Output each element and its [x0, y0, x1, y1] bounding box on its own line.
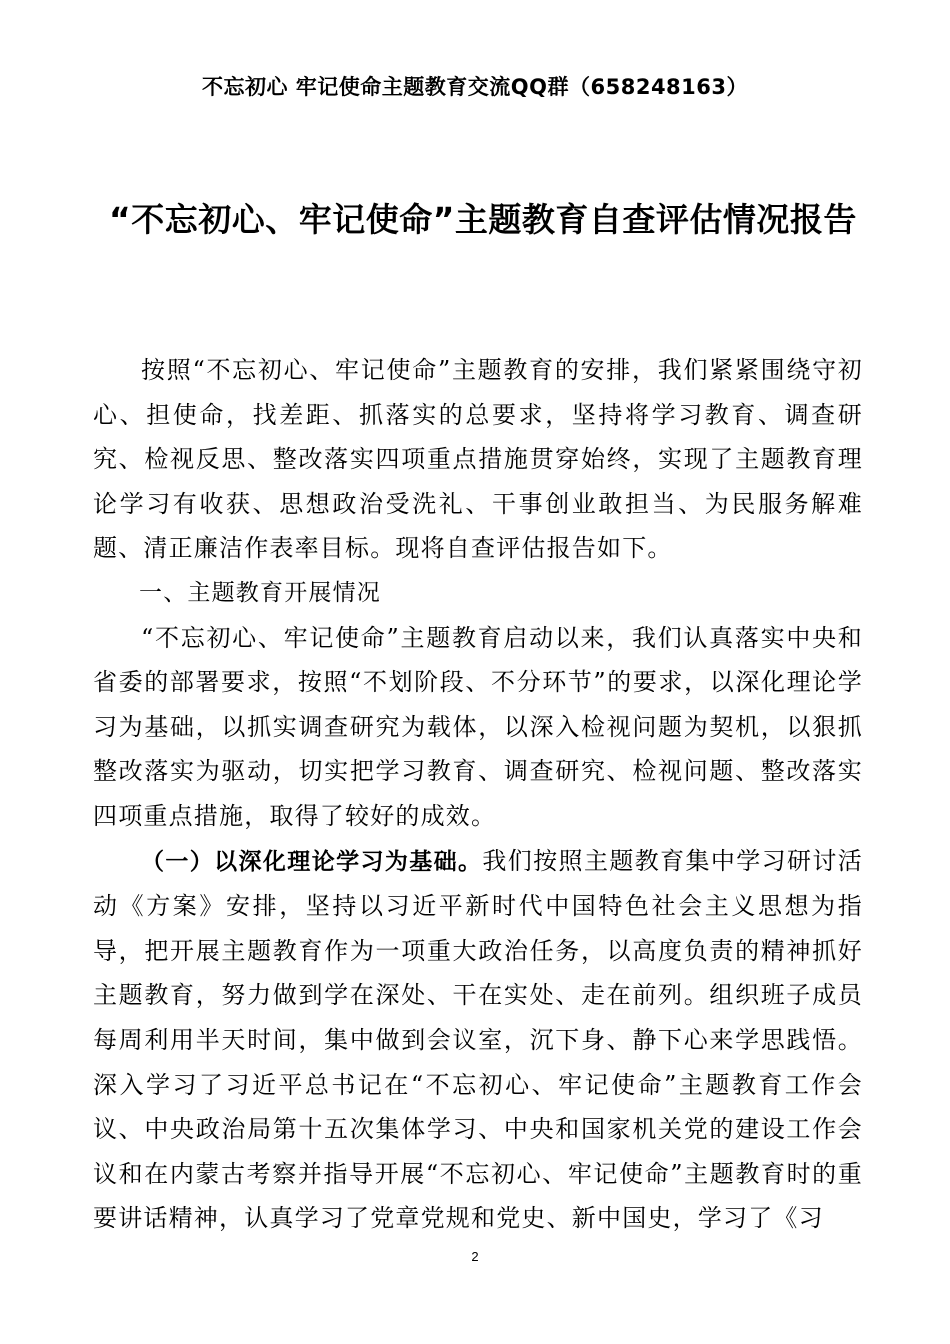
section-heading: 一、主题教育开展情况: [139, 579, 381, 606]
header-banner: 不忘初心 牢记使命主题教育交流QQ群（658248163）: [201, 75, 749, 99]
section-paragraph: “不忘初心、牢记使命”主题教育启动以来，我们认真落实中央和省委的部署要求，按照“不划阶段、不分环节”的要求，以深化理论学习为基础，以抓实调查研究为载体，以深入检视问题为契机，以狠抓整改落实为驱动，切实把学习教育、调查研究、检视问题、整改落实四项重点措施，取得了较好的成效。: [93, 623, 863, 830]
subsection-text: 我们按照主题教育集中学习研讨活动《方案》安排，坚持以习近平新时代中国特色社会主义思想为指导，把开展主题教育作为一项重大政治任务，以高度负责的精神抓好主题教育，努力做到学在深处、干在实处、走在前列。组织班子成员每周利用半天时间，集中做到会议室，沉下身、静下心来学思践悟。深入学习了习近平总书记在“不忘初心、牢记使命”主题教育工作会议、中央政治局第十五次集体学习、中央和国家机关党的建设工作会议和在内蒙古考察并指导开展“不忘初心、牢记使命”主题教育时的重要讲话精神，认真学习了党章党规和党史、新中国史，学习了《习: [93, 846, 863, 1233]
intro-paragraph: 按照“不忘初心、牢记使命”主题教育的安排，我们紧紧围绕守初心、担使命，找差距、抓落实的总要求，坚持将学习教育、调查研究、检视反思、整改落实四项重点措施贯穿始终，实现了主题教育理论学习有收获、思想政治受洗礼、干事创业敢担当、为民服务解难题、清正廉洁作表率目标。现将自查评估报告如下。: [93, 356, 863, 563]
document-title: “不忘初心、牢记使命”主题教育自查评估情况报告: [109, 200, 857, 239]
document-body: [93, 348, 863, 1241]
subsection-lead: （一）以深化理论学习为基础。: [141, 848, 483, 875]
subsection-paragraph: [93, 839, 863, 1241]
page-number: 2: [471, 1249, 479, 1264]
